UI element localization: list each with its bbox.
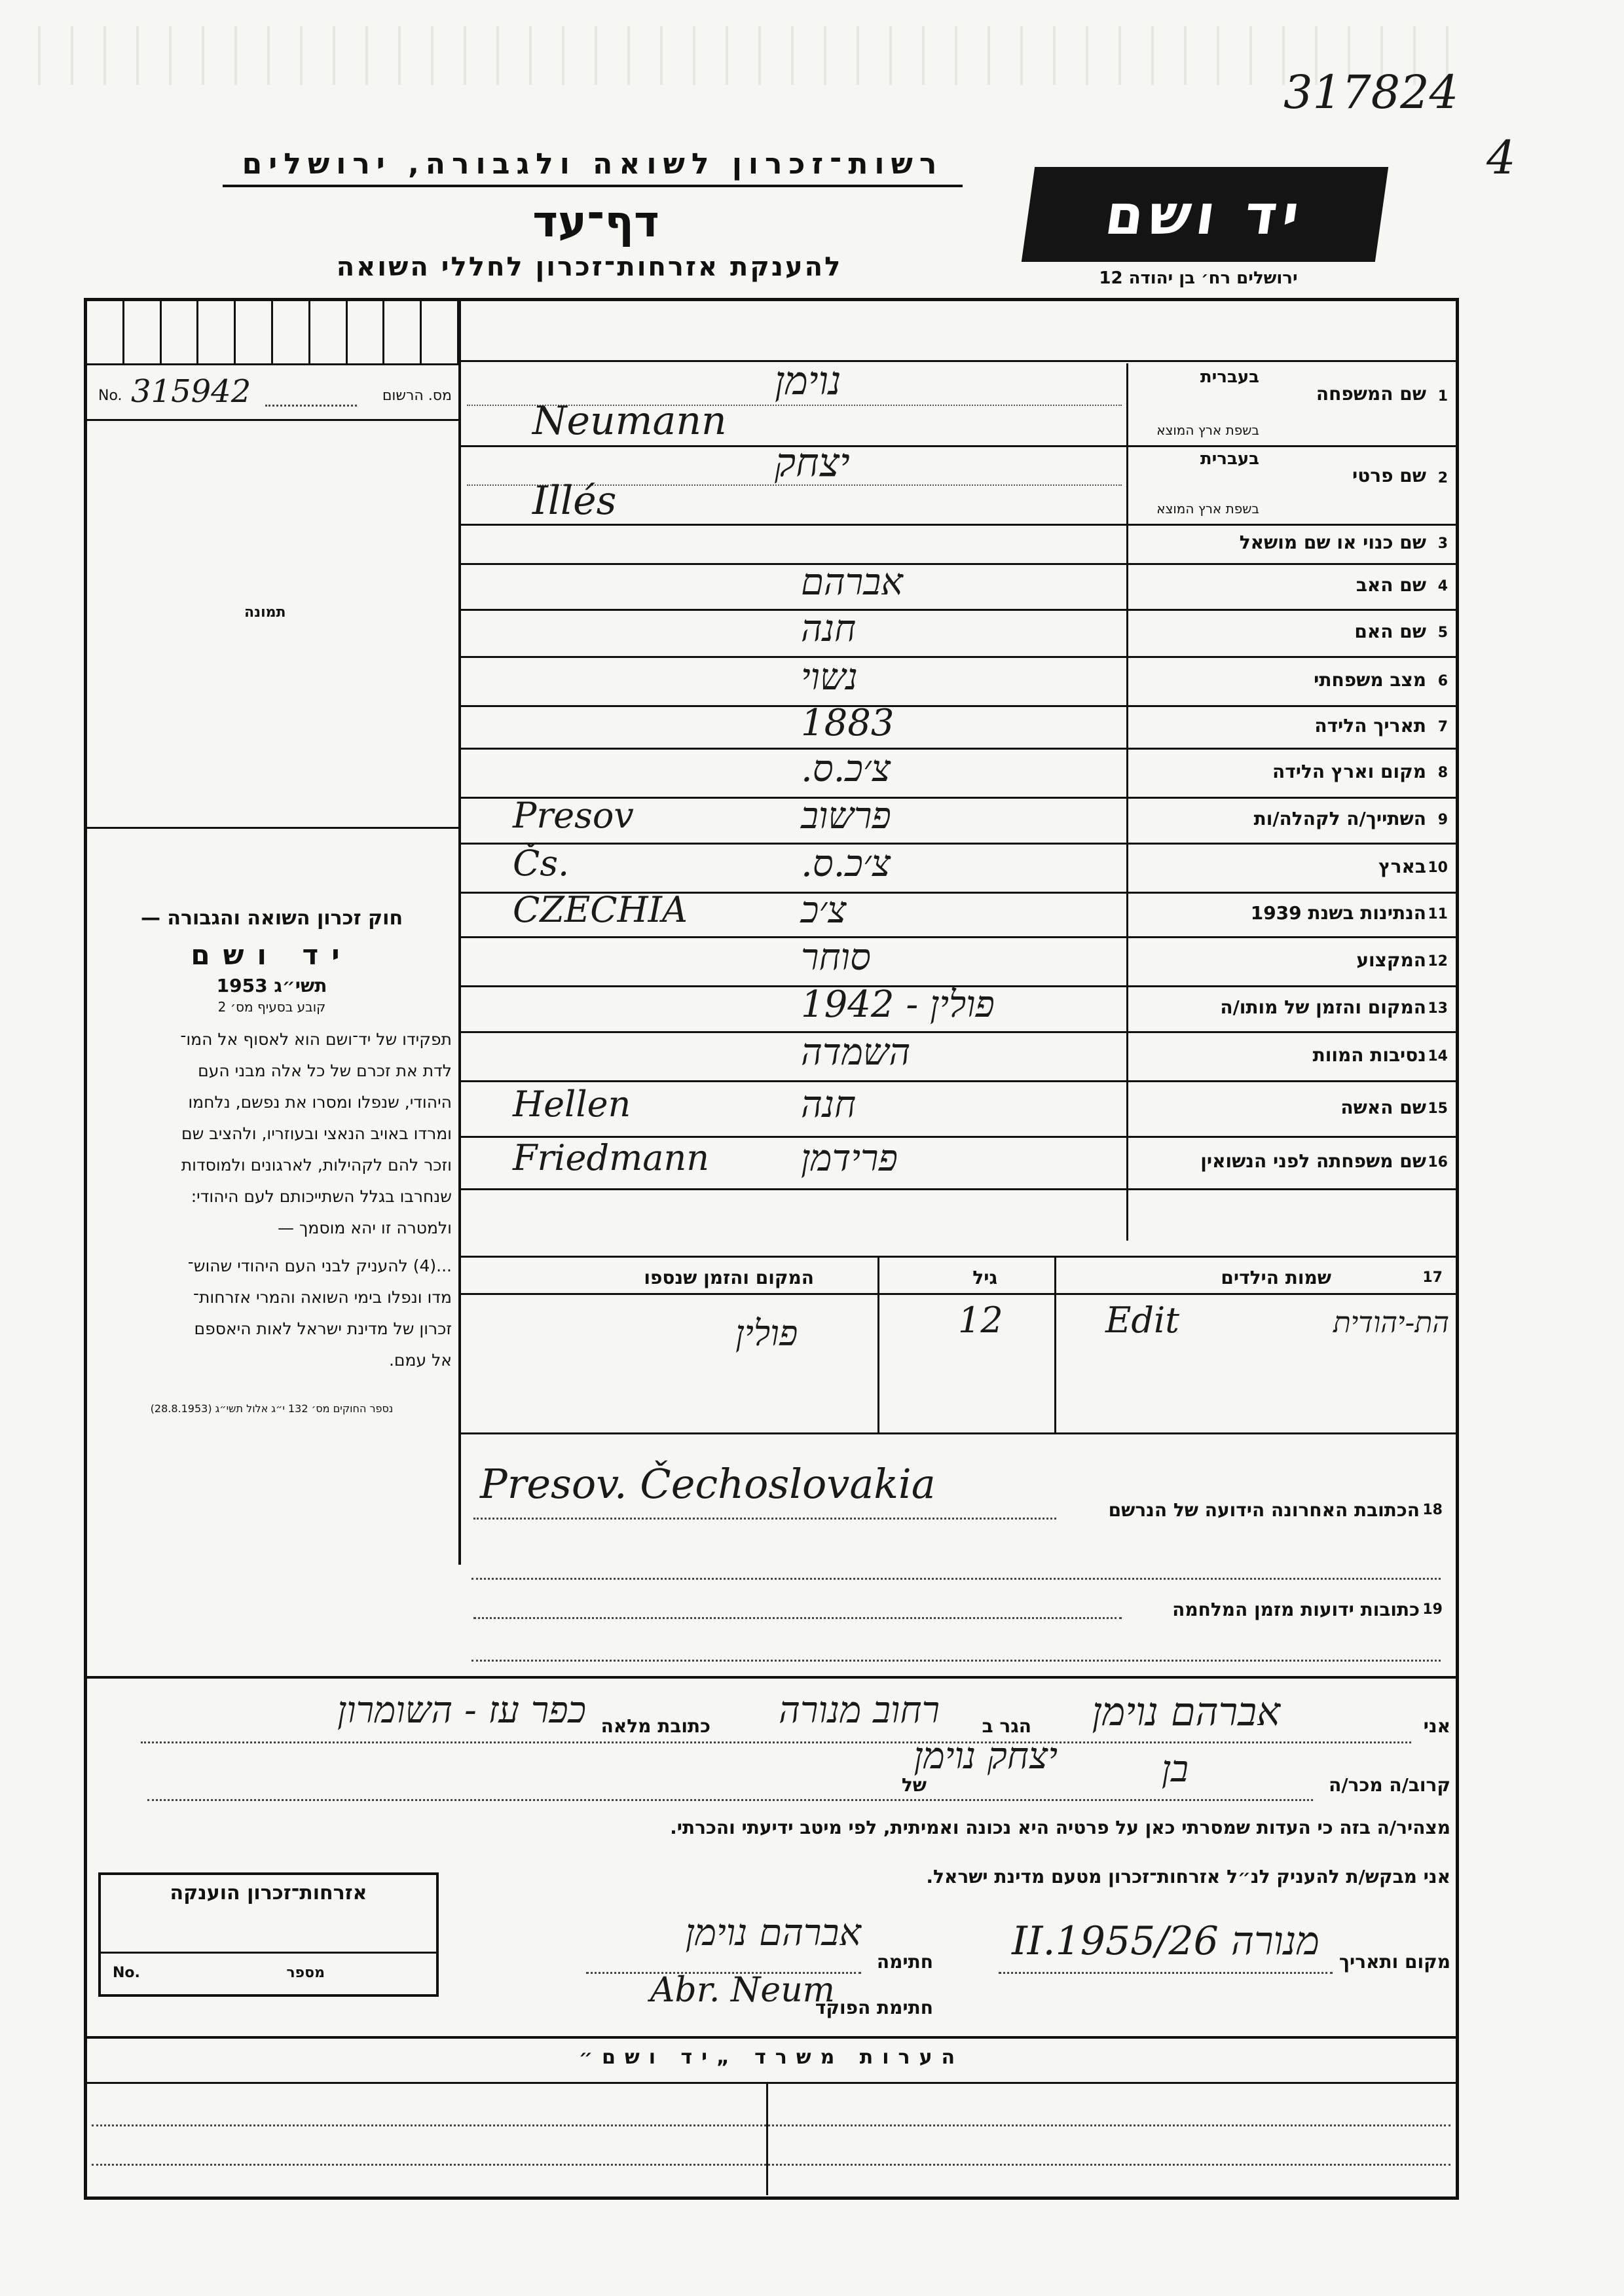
organization-name: רשות־זכרון לשואה ולגבורה, ירושלים (223, 147, 963, 187)
field-label-6: מצב משפחתי (1314, 668, 1426, 691)
field-label-16: שם משפחתה לפני הנשואין (1200, 1150, 1426, 1172)
signature-label: חתימה (876, 1951, 933, 1973)
declaration-top-line (87, 1676, 1456, 1679)
value-16: פרידמן (801, 1137, 898, 1180)
value-12: סוחר (801, 936, 871, 979)
last-address-label: הכתובת האחרונה הידועה של הנרשם (1108, 1499, 1420, 1521)
yad-vashem-logo (1022, 167, 1388, 262)
value-foreign-16: Friedmann (513, 1137, 710, 1178)
registration-number: 315942 (131, 373, 251, 410)
relation-value: בן (1161, 1748, 1189, 1791)
value-13: פולין - 1942 (801, 983, 995, 1026)
law-paragraph-2: ...(4) להעניק לבני העם היהודי שהוש־ מדו ונפלו בימי השואה והמרי אזרחות־ זכרון של מדינת ישראל לאות היאספם אל עמם. (187, 1256, 452, 1370)
statement-1: מצהיר/ה בזה כי העדות שמסרתי כאן על פרטיה היא נכונה ואמיתית, לפי מיטב ידיעתי והכרתי. (670, 1817, 1450, 1838)
officer-label: חתימת הפוקד (815, 1997, 933, 2018)
field-number: 11 (1428, 906, 1448, 922)
value-7: 1883 (801, 701, 895, 744)
field-label-1: שם המשפחה (1316, 383, 1426, 405)
foreign-sublabel: בשפת ארץ המוצא (1156, 422, 1259, 438)
value-8: צ׳כ.ס. (801, 747, 891, 790)
of-value: יצחק נוימן (913, 1735, 1058, 1777)
header-divider (460, 360, 1456, 362)
field-number: 12 (1428, 953, 1448, 970)
field-number: 3 (1437, 536, 1448, 552)
field-number: 16 (1428, 1154, 1448, 1171)
lives-label: הגר ב (982, 1715, 1031, 1737)
value-5: חנה (801, 608, 857, 650)
field-number: 14 (1428, 1048, 1448, 1065)
value-11: צ׳כ (801, 889, 847, 932)
photo-area (87, 419, 458, 829)
full-address-label: כתובת מלאה (600, 1715, 710, 1737)
field-number: 15 (1428, 1100, 1448, 1117)
foreign-sublabel: בשפת ארץ המוצא (1156, 501, 1259, 517)
value-hebrew-2: יצחק (775, 440, 850, 486)
field-label-8: מקום וארץ הלידה (1272, 760, 1426, 782)
field-number: 2 (1437, 470, 1448, 486)
field-row-4 (460, 563, 1456, 611)
children-bottom-line (460, 1432, 1456, 1434)
children-place-header: המקום והזמן שנספו (644, 1267, 814, 1288)
hebrew-sublabel: בעברית (1200, 367, 1259, 387)
field-number: 10 (1428, 859, 1448, 876)
value-foreign-10: Čs. (513, 842, 570, 884)
last-address-extra-line (471, 1578, 1441, 1580)
place-date-label: מקום ותאריך (1338, 1951, 1450, 1973)
field-label-7: תאריך הלידה (1314, 714, 1426, 737)
field-row-2 (460, 440, 1456, 526)
citizenship-box (98, 1872, 439, 1997)
field-row-11 (460, 889, 1456, 938)
law-footnote: נספר החוקים מס׳ 132 י״ג אלול תשי״ג (28.8.1953) (150, 1402, 394, 1415)
child-name-foreign: Edit (1105, 1300, 1179, 1341)
value-9: פרשוב (801, 795, 891, 837)
value-foreign-11: CZECHIA (513, 889, 688, 930)
declarant-name: אברהם נוימן (1092, 1689, 1280, 1735)
value-foreign-15: Hellen (513, 1083, 631, 1125)
value-10: צ׳כ.ס. (801, 842, 891, 885)
field-label-3: שם כנוי או שם מושאל (1239, 532, 1426, 553)
officer-signature: Abr. Neum (650, 1971, 835, 2010)
top-reference-number: 317824 (1283, 65, 1459, 119)
law-name: יד ושם (191, 939, 353, 971)
field-row-13 (460, 985, 1456, 1033)
registration-label: מס. הרשום (382, 388, 452, 404)
notes-line-2 (92, 2164, 1450, 2166)
value-foreign-2: Illés (532, 478, 617, 524)
value-6: נשוי (801, 655, 858, 699)
law-clause: קובע בסעיף מס׳ 2 (217, 999, 326, 1015)
value-hebrew-1: נוימן (775, 358, 841, 404)
field-label-10: בארץ (1378, 855, 1426, 877)
field-label-14: נסיבות המוות (1312, 1044, 1426, 1066)
place-date-value: מנורה 26/II.1955 (1012, 1918, 1320, 1964)
law-title: חוק זכרון השואה והגבורה — (140, 907, 403, 930)
children-row (460, 1300, 1449, 1378)
of-label: של (901, 1774, 927, 1796)
wartime-address-row (460, 1591, 1449, 1630)
value-15: חנה (801, 1083, 857, 1126)
children-age-header: גיל (972, 1267, 997, 1288)
signature-value: אברהם נוימן (685, 1912, 861, 1954)
field-row-15 (460, 1080, 1456, 1138)
field-row-14 (460, 1031, 1456, 1082)
registration-number-row (95, 373, 452, 412)
field-row-6 (460, 656, 1456, 707)
field-label-13: המקום והזמן של מותו/ה (1220, 996, 1426, 1018)
top-mark: 4 (1486, 131, 1516, 185)
child-age: 12 (958, 1300, 1003, 1341)
officer-row (458, 1971, 1450, 2030)
field-number: 5 (1437, 625, 1448, 641)
child-place: פולין (735, 1313, 798, 1354)
field-row-10 (460, 843, 1456, 894)
relative-label: קרוב/ה מכר/ה (1329, 1774, 1450, 1796)
field-label-15: שם האשה (1340, 1096, 1426, 1118)
wartime-address-label: כתובות ידועות מזמן המלחמה (1172, 1599, 1420, 1620)
field-number: 8 (1437, 764, 1448, 781)
declaration-row-1 (92, 1689, 1450, 1748)
field-label-11: הנתינות בשנת 1939 (1250, 902, 1426, 924)
field-row-16 (460, 1136, 1456, 1190)
lives-value: רחוב מנורה (779, 1689, 940, 1732)
value-4: אברהם (801, 561, 903, 604)
law-box (92, 907, 452, 1483)
notes-line-1 (92, 2124, 1450, 2126)
last-address-value: Presov. Čechoslovakia (480, 1460, 936, 1508)
form-title: דף־עד (532, 196, 659, 247)
code-boxes (87, 301, 460, 365)
citizenship-no-label: No. (113, 1965, 140, 1981)
value-foreign-1: Neumann (532, 397, 727, 444)
field-number: 13 (1428, 1000, 1448, 1017)
scan-noise-top (26, 26, 1467, 85)
field-label-5: שם האם (1354, 621, 1426, 642)
notes-col-divider (766, 2084, 768, 2195)
field-number: 6 (1437, 672, 1448, 689)
field-number: 4 (1437, 578, 1448, 594)
field-number: 1 (1437, 388, 1448, 405)
value-foreign-9: Presov (513, 795, 634, 836)
field-row-8 (460, 748, 1456, 799)
statement-2: אני מבקש/ת להעניק לנ״ל אזרחות־זכרון מטעם מדינת ישראל. (926, 1866, 1450, 1887)
child-name: הת-יהודית (1333, 1306, 1449, 1339)
field-label-9: השתייך/ה לקהלה/ות (1253, 808, 1426, 829)
hebrew-sublabel: בעברית (1200, 449, 1259, 469)
address: ירושלים רח׳ בן יהודה 12 (1099, 268, 1298, 288)
no-label: No. (98, 388, 122, 404)
law-paragraph-1: תפקידו של יד־ושם הוא לאסוף אל המו־ לדת את זכרם של כל אלה מבני העם היהודי, שנפלו ומסרו את נפשם, נלחמו ומרדו באויב הנאצי ובעוזריו, ולהציב שם וזכר להם לקהילות, לארגונים ולמוסדות שנחרבו בגלל השתייכותם לעם היהודי: ולמטרה זו יהא מוסמך — (180, 1030, 452, 1237)
field-number: 7 (1437, 718, 1448, 735)
law-year: תשי״ג 1953 (216, 975, 327, 996)
i-label: אני (1423, 1715, 1450, 1737)
form-subtitle: להענקת אזרחות־זכרון לחללי השואה (336, 252, 843, 282)
field-row-9 (460, 797, 1456, 845)
full-address-value: כפר עז - השומרון (337, 1689, 586, 1732)
children-names-header: שמות הילדים (1221, 1267, 1331, 1288)
notes-title-line (87, 2082, 1456, 2084)
children-top-line (460, 1256, 1456, 1258)
wartime-address-number: 19 (1422, 1601, 1443, 1618)
declaration-row-2 (92, 1735, 1450, 1813)
field-row-5 (460, 609, 1456, 658)
wartime-address-extra-line (471, 1660, 1441, 1662)
field-number: 17 (1422, 1269, 1443, 1286)
field-row-12 (460, 936, 1456, 987)
children-header (460, 1260, 1449, 1293)
field-row-3 (460, 524, 1456, 565)
signature-row (458, 1912, 1450, 1977)
field-number: 9 (1437, 812, 1448, 828)
field-label-4: שם האב (1356, 574, 1426, 596)
field-row-1 (460, 358, 1456, 447)
field-row-7 (460, 701, 1456, 750)
citizenship-number-label: מספר (286, 1965, 325, 1981)
citizenship-title: אזרחות־זכרון הוענקה (170, 1882, 367, 1904)
last-address-row (460, 1460, 1449, 1532)
value-14: השמדה (801, 1030, 911, 1074)
field-label-12: המקצוע (1356, 949, 1426, 971)
children-header-line (460, 1293, 1456, 1295)
logo-text: יד ושם (1101, 182, 1309, 247)
notes-top-line (87, 2036, 1456, 2039)
photo-label: תמונה (244, 604, 286, 621)
last-address-number: 18 (1422, 1502, 1443, 1518)
field-label-2: שם פרטי (1352, 465, 1426, 486)
office-notes-title: הערות משרד „יד ושם״ (578, 2046, 965, 2069)
